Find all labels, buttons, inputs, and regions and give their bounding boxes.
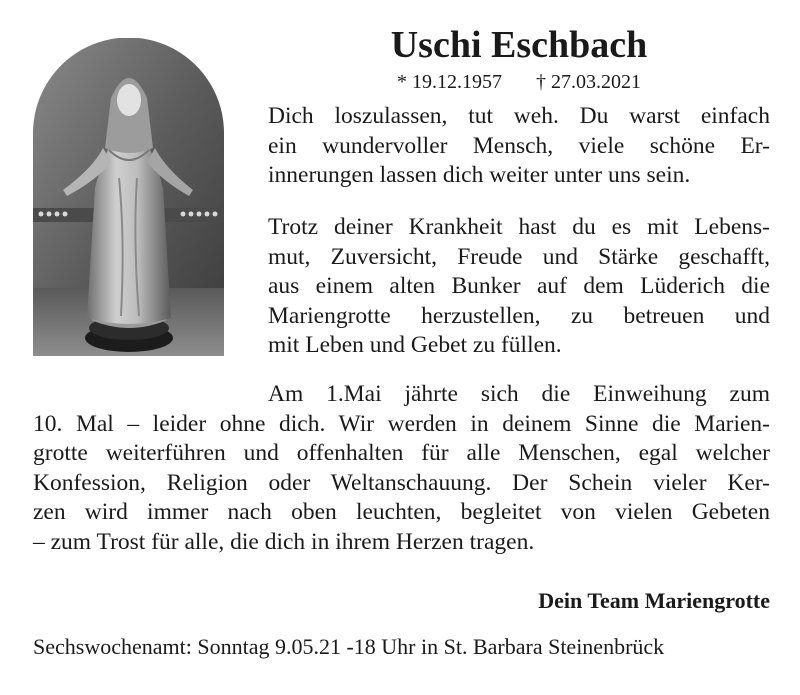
text-line: mit Leben und Gebet zu füllen. (268, 332, 562, 359)
death-date: † 27.03.2021 (536, 71, 641, 93)
signature: Dein Team Mariengrotte (538, 588, 770, 613)
text-line: Konfession, Religion oder Weltanschauung. Der Schein vieler Ker- (33, 469, 770, 496)
madonna-statue-photo (33, 38, 224, 356)
text-line: Trotz deiner Krankheit hast du es mit Lebens- (268, 214, 770, 240)
text-line: Mariengrotte herzustellen, zu betreuen und (268, 302, 770, 329)
tribute-paragraph-2 (268, 213, 770, 361)
life-dates (268, 70, 770, 94)
service-info: Sechswochenamt: Sonntag 9.05.21 -18 Uhr in St. Barbara Steinenbrück (33, 634, 665, 659)
tribute-paragraph-1 (268, 102, 770, 191)
tribute-paragraph-3 (33, 380, 770, 558)
text-line: mut, Zuversicht, Freude und Stärke geschafft, (268, 243, 770, 270)
text-line: zen wird immer nach oben leuchten, begleitet von vielen Gebeten (33, 499, 770, 526)
text-line: Dich loszulassen, tut weh. Du warst einfach (268, 103, 770, 129)
text-line: ein wundervoller Mensch, viele schöne Er- (268, 132, 770, 159)
text-line: aus einem alten Bunker auf dem Lüderich die (268, 273, 770, 300)
text-line: – zum Trost für alle, die dich in ihrem Herzen tragen. (33, 528, 535, 555)
text-line: grotte weiterführen und offenhalten für alle Menschen, egal welcher (33, 440, 770, 467)
text-line: 10. Mal – leider ohne dich. Wir werden in deinem Sinne die Marien- (33, 410, 770, 437)
birth-date: * 19.12.1957 (397, 71, 502, 93)
text-line: Am 1.Mai jährte sich die Einweihung zum (268, 381, 770, 407)
text-line: innerungen lassen dich weiter unter uns sein. (268, 162, 691, 189)
deceased-name: Uschi Eschbach (390, 24, 648, 66)
